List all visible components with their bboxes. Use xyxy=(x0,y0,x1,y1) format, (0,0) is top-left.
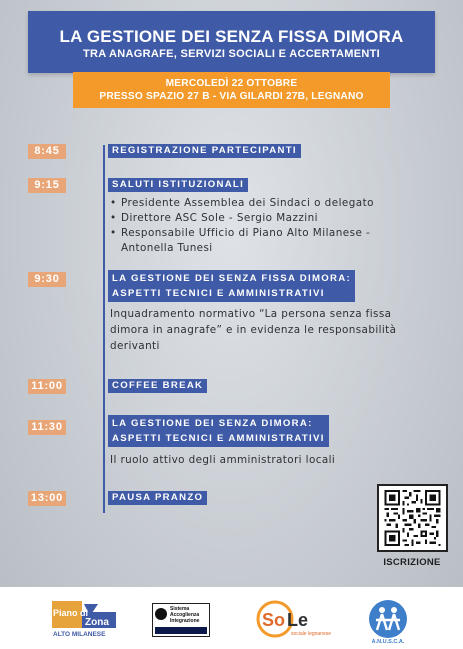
logo-text: Zona xyxy=(85,617,109,628)
agenda-description xyxy=(110,306,450,354)
qr-code-icon xyxy=(383,490,442,546)
agenda-label-line: ASPETTI TECNICI E AMMINISTRATIVI xyxy=(112,433,325,444)
event-title: LA GESTIONE DEI SENZA FISSA DIMORA xyxy=(59,27,404,46)
logo-text: A.N.U.S.C.A. xyxy=(371,639,405,645)
logo-text: Piano di xyxy=(53,608,89,618)
description-line: dimora in anagrafe” e in evidenza le responsabilità xyxy=(110,324,397,336)
agenda-label: PAUSA PRANZO xyxy=(108,491,207,505)
piano-di-zona-logo xyxy=(50,598,120,640)
event-venue: PRESSO SPAZIO 27 B - VIA GILARDI 27B, LEGNANO xyxy=(99,91,364,102)
logo-text: Le xyxy=(287,610,309,630)
logo-text: Accoglienza xyxy=(170,612,200,618)
time-badge: 11:30 xyxy=(28,420,66,435)
description-line: Il ruolo attivo degli amministratori locali xyxy=(110,454,336,466)
time-badge: 13:00 xyxy=(28,491,66,506)
sole-logo xyxy=(255,595,332,643)
list-item: • Responsabile Ufficio di Piano Alto Milanese - xyxy=(110,226,420,241)
agenda-label xyxy=(108,270,355,302)
speakers-list xyxy=(110,196,420,241)
agenda-description xyxy=(110,452,450,468)
event-subtitle: TRA ANAGRAFE, SERVIZI SOCIALI E ACCERTAMENTI xyxy=(83,48,380,60)
description-line: Inquadramento normativo “La persona senza fissa xyxy=(110,308,392,320)
sai-logo xyxy=(152,603,210,637)
anusca-logo xyxy=(362,599,414,645)
agenda-label: REGISTRAZIONE PARTECIPANTI xyxy=(108,144,301,158)
logo-text: Integrazione xyxy=(170,618,200,624)
list-item: • Presidente Assemblea dei Sindaci o delegato xyxy=(110,196,420,211)
logo-text: sociale legnanese xyxy=(291,631,332,637)
time-badge: 11:00 xyxy=(28,379,66,394)
event-date: MERCOLEDÌ 22 OTTOBRE xyxy=(165,78,298,89)
agenda-label: SALUTI ISTITUZIONALI xyxy=(108,178,248,192)
agenda-label-line: LA GESTIONE DEI SENZA DIMORA: xyxy=(112,418,313,429)
footer-logos xyxy=(0,587,463,649)
agenda-label: COFFEE BREAK xyxy=(108,379,207,393)
agenda-label-line: ASPETTI TECNICI E AMMINISTRATIVI xyxy=(112,288,325,299)
timeline-line xyxy=(103,145,105,513)
description-line: derivanti xyxy=(110,340,160,352)
date-venue-banner xyxy=(73,72,390,108)
time-badge: 9:15 xyxy=(28,178,66,193)
list-item: • Direttore ASC Sole - Sergio Mazzini xyxy=(110,211,420,226)
registration-qr-code[interactable] xyxy=(377,484,448,552)
logo-text: Sistema xyxy=(170,606,190,612)
title-banner xyxy=(28,11,435,73)
qr-caption: ISCRIZIONE xyxy=(383,557,441,568)
time-badge: 9:30 xyxy=(28,272,66,287)
agenda-label-line: LA GESTIONE DEI SENZA FISSA DIMORA: xyxy=(112,273,351,284)
logo-text: ALTO MILANESE xyxy=(53,631,106,638)
list-item-continuation: Antonella Tunesi xyxy=(121,242,213,254)
logo-text: So xyxy=(262,610,286,630)
agenda-label xyxy=(108,415,329,447)
time-badge: 8:45 xyxy=(28,144,66,159)
